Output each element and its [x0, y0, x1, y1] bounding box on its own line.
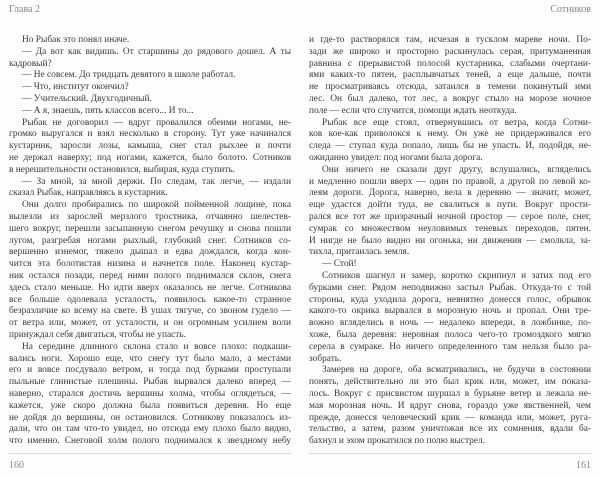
text-line: поле — если что случится, помощи ждать неоткуда.	[309, 105, 517, 116]
text-line: ями каких-то пятен, расплывчатых теней, а еще дальше, почти	[309, 70, 591, 81]
text-line: и медленно пошли вверх — один по правой, а другой по левой ко-	[309, 176, 591, 187]
text-line: Рыбак не договорил — вдруг провалился обеими ногами, не-	[22, 117, 291, 128]
text-line: — Что, институт окончил?	[22, 82, 129, 93]
text-line: его и вовсе посдувало ветром, и тогда под бурками проступали	[9, 365, 291, 376]
text-line: сумрак со множеством неуловимых теневых переходов, пятен.	[309, 223, 591, 234]
text-line: и где-то растворялся там, исчезая в тусклом мареве ночи. По-	[309, 35, 591, 45]
text-line: стороны, куда уходила дорога, невнятно донесся голос, обрывок	[309, 294, 591, 305]
paragraph	[9, 177, 291, 201]
text-line: равнина с прерывистой полосой кустарника, слабыми очертани-	[309, 58, 591, 69]
text-line: ник остался позади, перед ними полого поднимался склон, снега	[9, 270, 291, 281]
text-line: Но Рыбак это понял иначе.	[22, 35, 130, 45]
text-line: вожно вгляделись в ночь — недалеко впереди, в ложбинке, по-	[309, 318, 591, 329]
text-line: Замерев на дороге, оба всматривались, не будучи в состоянии	[322, 365, 591, 376]
text-line: от ветра или, может, от усталости, и он огромным усилием воли	[9, 318, 291, 329]
paragraph	[9, 47, 291, 71]
page-number-right: 161	[576, 460, 591, 471]
text-line: что именно. Снеговой холм полого поднимался к звездному небу	[9, 436, 291, 447]
text-line: — Стой!	[322, 259, 357, 270]
text-line: безразличие ко всему на свете. В ушах тягуче, со звоном гудело —	[9, 306, 291, 317]
text-line: вались ноги. Хорошо еще, что снегу тут было мало, а местами	[9, 353, 291, 364]
text-line: следа — ступал куда попало, лишь бы не упасть. И, подойдя, не-	[309, 141, 591, 152]
paragraph	[9, 200, 291, 342]
text-line: — Не совсем. До тридцать девятого в школе работал.	[22, 70, 236, 81]
text-line: серела в сумраке. Но ничего определенного там нельзя было ра-	[309, 341, 591, 352]
text-line: чится эта болотистая низина и начнется поле. Наконец кустар-	[9, 259, 291, 270]
text-line: На середине длинного склона стало и вовсе плохо: подкаши-	[22, 341, 291, 352]
text-line: И нигде не было видно ни огонька, ни движения — смолкла, за-	[309, 235, 591, 246]
text-line: принуждал себя двигаться, чтобы не упасть.	[9, 329, 187, 340]
text-line: — Учительский. Двухгодичный.	[22, 93, 152, 104]
text-line: Они долго пробирались по широкой пойменной лощине, пока	[22, 200, 291, 211]
text-line: бахнул и эхом прокатился по полю выстрел.	[309, 436, 486, 447]
paragraph	[309, 271, 591, 365]
text-line: лес. Он был далеко, тот лес, а вокруг стыло на морозе ночное	[309, 93, 591, 104]
text-line: рался все тот же призрачный ночной простор — серое поле, снег,	[309, 211, 591, 222]
text-line: прежде, донесся человеческий крик — команда или, может, руга-	[309, 412, 591, 423]
text-line: какого-то окрика вырвался в морозную ночь и пропал. Они тре-	[309, 306, 591, 317]
text-line: мая морозная ночь. И вдруг снова, гораздо уже явственней, чем	[309, 400, 591, 411]
paragraph	[309, 35, 591, 118]
paragraph	[309, 259, 591, 271]
text-line: тельство, а затем, разом уничтожая все их сомнения, вдали ба-	[309, 424, 591, 435]
page-left-body	[9, 35, 291, 448]
page-left-footer	[9, 453, 291, 471]
text-line: — Да вот как видишь. От старшины до рядового дошел. А ты	[22, 46, 291, 57]
page-right-footer	[309, 453, 591, 471]
text-line: не дойдя до вершины, он остановился. Сотникову показалось из-	[9, 412, 291, 423]
text-line: наверно, старался достичь вершины холма, чтобы оглядеться, —	[9, 388, 291, 399]
text-line: — А я, знаешь, пять классов всего... И то...	[22, 105, 194, 116]
text-line: кажется, уже скоро должна была появиться деревня. Но еще	[9, 400, 291, 411]
text-line: леям дороги. Дорога, наверно, вела в деревню — значит, может,	[309, 188, 591, 199]
text-line: хоже, была деревня: неровная полоса чего-то громоздкого мягко	[309, 329, 591, 340]
paragraph	[9, 342, 291, 448]
text-line: тихла, притаилась земля.	[309, 247, 410, 258]
page-right	[309, 4, 591, 471]
text-line: кадровый?	[9, 58, 52, 69]
text-line: кустарник, заросли лозы, камыша, снег стал рыхлее и почти	[9, 141, 291, 152]
paragraph	[9, 94, 291, 106]
running-header-title: Сотников	[550, 4, 591, 15]
text-line: — За мной, за мной держи. По следам, так легче, — издали	[22, 176, 291, 187]
page-number-left: 160	[9, 460, 24, 471]
text-line: бурками снег. Рядом неподвижно застыл Рыбак. Откуда-то с той	[309, 282, 591, 293]
paragraph	[9, 35, 291, 47]
paragraph	[9, 106, 291, 118]
text-line: ков кое-как приволокся к нему. Он уже не придерживался его	[309, 129, 591, 140]
running-header-chapter: Глава 2	[9, 4, 40, 15]
text-line: зади же широко и просторно раскинулась серая, притуманенная	[309, 46, 591, 57]
text-line: шего вокруг, перешли засыпанную снегом речушку и снова пошли	[9, 223, 291, 234]
text-line: ожиданно увидел: под ногами была дорога.	[309, 152, 483, 163]
page-left	[9, 4, 291, 471]
text-line: Рыбак все еще стоял, отвернувшись от ветра, когда Сотни-	[322, 117, 591, 128]
text-line: понять, действительно ли это был крик или, может, им показа-	[309, 377, 591, 388]
text-line: Они ничего не сказали друг другу, вслушались, вгляделись	[322, 164, 591, 175]
paragraph	[309, 165, 591, 259]
paragraph	[9, 118, 291, 177]
page-right-body	[309, 35, 591, 448]
text-line: здесь стало меньше. Но идти вверх оказалось не легче. Сотникова	[9, 282, 291, 293]
text-line: сказал Рыбак, направляясь в кустарник.	[9, 188, 168, 199]
text-line: громко выругался и взял несколько в сторону. Тут уже начинался	[9, 129, 291, 140]
text-line: все больше одолевала усталость, появилось какое-то странное	[9, 294, 291, 305]
text-line: в нерешительности остановился, выбирая, куда ступить.	[9, 164, 235, 175]
text-line: зобрать.	[309, 353, 342, 364]
paragraph	[309, 118, 591, 165]
paragraph	[9, 82, 291, 94]
text-line: вылезли из зарослей мерзлого тростника, отчаянно шелестев-	[9, 211, 291, 222]
paragraph	[9, 70, 291, 82]
text-line: дали, что он там что-то увидел, но отсюда ему плохо было видно,	[9, 424, 291, 435]
text-line: вершенно изнемог, тяжело дышал и едва дождался, когда кон-	[9, 247, 291, 258]
text-line: Сотников шагнул и замер, коротко скрипнул и затих под его	[322, 270, 591, 281]
text-line: еще удастся дойти туда, не свалиться в пути. Вокруг прости-	[309, 200, 591, 211]
text-line: лось. Вокруг с присвистом шуршал в бурьяне ветер и лежала не-	[309, 388, 591, 399]
text-line: не просматриваясь отсюда, затаился в темени покинутый ими	[309, 82, 591, 93]
text-line: не держал наверху; под ногами, кажется, было болото. Сотников	[9, 152, 291, 163]
text-line: лугом, разгребая ногами рыхлый, глубокий снег. Сотников со-	[9, 235, 291, 246]
text-line: пыльные глинистые плешины. Рыбак вырвался далеко вперед —	[9, 377, 291, 388]
paragraph	[309, 365, 591, 448]
